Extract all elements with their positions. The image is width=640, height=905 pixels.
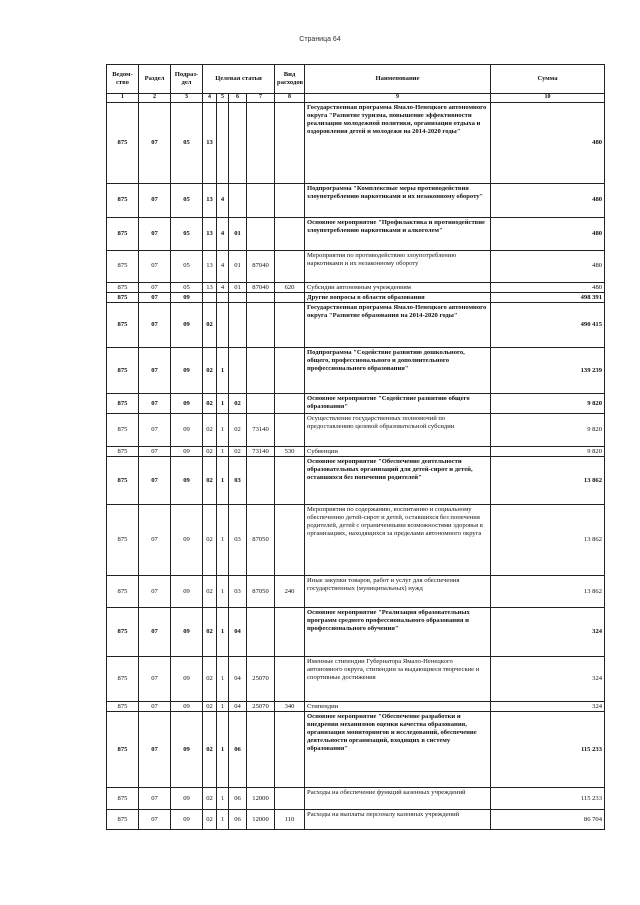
cell-sum: 480 [491, 218, 605, 251]
cell-razdel: 07 [139, 788, 171, 810]
col-number: 2 [139, 94, 171, 103]
cell-podrazdel: 09 [171, 788, 203, 810]
page-header: Страница 64 [299, 36, 341, 43]
cell-expense-type [275, 303, 305, 348]
cell-target-subprogram: 1 [217, 788, 229, 810]
col-number: 8 [275, 94, 305, 103]
cell-target-subprogram: 1 [217, 608, 229, 657]
cell-name: Мероприятия по противодействию злоупотреблению наркотиками и их незаконному обороту [305, 251, 491, 283]
cell-target-direction [247, 218, 275, 251]
cell-target-program [203, 293, 217, 303]
table-row [107, 505, 605, 576]
table-row [107, 447, 605, 457]
cell-expense-type: 620 [275, 283, 305, 293]
cell-sum: 498 391 [491, 293, 605, 303]
cell-target-activity: 06 [229, 788, 247, 810]
col-header-sum: Сумма [491, 65, 605, 94]
cell-target-activity [229, 103, 247, 184]
cell-target-activity: 01 [229, 218, 247, 251]
table-row [107, 414, 605, 447]
cell-name: Иные закупки товаров, работ и услуг для обеспечения государственных (муниципальных) нужд [305, 576, 491, 608]
cell-target-direction [247, 184, 275, 218]
cell-target-subprogram: 1 [217, 414, 229, 447]
cell-expense-type [275, 293, 305, 303]
cell-name: Другие вопросы в области образования [305, 293, 491, 303]
cell-razdel: 07 [139, 608, 171, 657]
cell-target-activity: 04 [229, 702, 247, 712]
cell-target-activity [229, 303, 247, 348]
cell-target-subprogram: 1 [217, 712, 229, 788]
cell-expense-type: 340 [275, 702, 305, 712]
cell-expense-type [275, 457, 305, 505]
cell-target-activity: 04 [229, 608, 247, 657]
cell-target-subprogram: 1 [217, 576, 229, 608]
col-number: 5 [217, 94, 229, 103]
col-number: 9 [305, 94, 491, 103]
cell-target-program: 02 [203, 608, 217, 657]
cell-target-direction [247, 293, 275, 303]
cell-sum: 9 820 [491, 414, 605, 447]
cell-podrazdel: 09 [171, 505, 203, 576]
cell-target-activity: 04 [229, 657, 247, 702]
table-row [107, 576, 605, 608]
cell-target-subprogram: 4 [217, 184, 229, 218]
cell-razdel: 07 [139, 184, 171, 218]
table-row [107, 283, 605, 293]
cell-target-direction [247, 457, 275, 505]
cell-expense-type [275, 608, 305, 657]
cell-target-program: 02 [203, 576, 217, 608]
cell-vedomstvo: 875 [107, 103, 139, 184]
cell-vedomstvo: 875 [107, 293, 139, 303]
cell-target-activity [229, 184, 247, 218]
table-row [107, 293, 605, 303]
cell-target-subprogram: 1 [217, 394, 229, 414]
cell-target-direction: 12000 [247, 810, 275, 830]
cell-podrazdel: 09 [171, 457, 203, 505]
cell-target-activity: 03 [229, 576, 247, 608]
table-row [107, 218, 605, 251]
table-row [107, 303, 605, 348]
cell-razdel: 07 [139, 218, 171, 251]
col-number: 3 [171, 94, 203, 103]
cell-vedomstvo: 875 [107, 657, 139, 702]
cell-expense-type [275, 103, 305, 184]
cell-target-activity: 02 [229, 414, 247, 447]
cell-vedomstvo: 875 [107, 788, 139, 810]
cell-target-direction [247, 394, 275, 414]
col-header-razdel: Раздел [139, 65, 171, 94]
cell-podrazdel: 09 [171, 394, 203, 414]
cell-name: Субвенции [305, 447, 491, 457]
cell-target-activity [229, 348, 247, 394]
cell-expense-type [275, 394, 305, 414]
cell-sum: 480 [491, 103, 605, 184]
cell-expense-type [275, 414, 305, 447]
cell-target-direction: 87050 [247, 576, 275, 608]
cell-target-direction [247, 712, 275, 788]
cell-vedomstvo: 875 [107, 457, 139, 505]
cell-expense-type [275, 788, 305, 810]
cell-podrazdel: 09 [171, 303, 203, 348]
col-header-vedomstvo: Ведом-ство [107, 65, 139, 94]
cell-target-subprogram: 4 [217, 251, 229, 283]
cell-target-activity: 06 [229, 810, 247, 830]
cell-target-program: 02 [203, 447, 217, 457]
cell-podrazdel: 09 [171, 702, 203, 712]
cell-expense-type: 110 [275, 810, 305, 830]
cell-vedomstvo: 875 [107, 218, 139, 251]
cell-expense-type [275, 218, 305, 251]
cell-podrazdel: 05 [171, 184, 203, 218]
cell-razdel: 07 [139, 394, 171, 414]
cell-podrazdel: 09 [171, 447, 203, 457]
cell-expense-type [275, 251, 305, 283]
cell-name: Основное мероприятие "Профилактика и противодействие злоупотреблению наркотиками и алкоголем" [305, 218, 491, 251]
cell-expense-type: 240 [275, 576, 305, 608]
cell-sum: 115 233 [491, 788, 605, 810]
cell-name: Осуществление государственных полномочий по предоставлению целевой образовательной субсидии [305, 414, 491, 447]
table-row [107, 348, 605, 394]
cell-target-subprogram: 4 [217, 218, 229, 251]
cell-name: Мероприятия по содержанию, воспитанию и социальному обеспечению детей-сирот и детей, оставшихся без попечения родителей, детей с ограниченными возможностями здоровья в организациях, находящихся за пределами автономного округа [305, 505, 491, 576]
cell-target-direction: 25070 [247, 702, 275, 712]
cell-razdel: 07 [139, 657, 171, 702]
cell-name: Расходы на выплаты персоналу казенных учреждений [305, 810, 491, 830]
cell-target-subprogram: 1 [217, 457, 229, 505]
table-row [107, 810, 605, 830]
cell-target-direction: 87040 [247, 283, 275, 293]
cell-razdel: 07 [139, 457, 171, 505]
cell-target-subprogram [217, 293, 229, 303]
cell-podrazdel: 09 [171, 348, 203, 394]
cell-sum: 324 [491, 702, 605, 712]
cell-target-program: 02 [203, 348, 217, 394]
table-row [107, 788, 605, 810]
cell-podrazdel: 09 [171, 293, 203, 303]
cell-podrazdel: 05 [171, 283, 203, 293]
cell-target-activity: 01 [229, 283, 247, 293]
cell-name: Государственная программа Ямало-Ненецкого автономного округа "Развитие образования на 2014-2020 годы" [305, 303, 491, 348]
cell-target-activity: 03 [229, 457, 247, 505]
cell-target-subprogram: 1 [217, 447, 229, 457]
cell-razdel: 07 [139, 303, 171, 348]
cell-target-program: 13 [203, 218, 217, 251]
table-row [107, 251, 605, 283]
cell-vedomstvo: 875 [107, 184, 139, 218]
cell-target-direction: 25070 [247, 657, 275, 702]
table-body [107, 103, 605, 830]
cell-target-subprogram: 4 [217, 283, 229, 293]
table-row [107, 702, 605, 712]
cell-target-activity: 03 [229, 505, 247, 576]
cell-expense-type [275, 657, 305, 702]
cell-target-direction [247, 103, 275, 184]
cell-target-subprogram: 1 [217, 657, 229, 702]
cell-razdel: 07 [139, 505, 171, 576]
cell-target-program: 02 [203, 303, 217, 348]
cell-razdel: 07 [139, 251, 171, 283]
column-numbers-row [107, 94, 605, 103]
cell-razdel: 07 [139, 414, 171, 447]
col-header-target: Целевая статьи [203, 65, 275, 94]
cell-target-direction [247, 303, 275, 348]
cell-target-subprogram [217, 103, 229, 184]
cell-expense-type [275, 184, 305, 218]
cell-vedomstvo: 875 [107, 283, 139, 293]
cell-sum: 324 [491, 608, 605, 657]
cell-vedomstvo: 875 [107, 702, 139, 712]
cell-target-direction: 12000 [247, 788, 275, 810]
cell-target-program: 02 [203, 702, 217, 712]
cell-razdel: 07 [139, 576, 171, 608]
cell-expense-type [275, 712, 305, 788]
cell-vedomstvo: 875 [107, 505, 139, 576]
cell-target-subprogram: 1 [217, 348, 229, 394]
cell-vedomstvo: 875 [107, 712, 139, 788]
cell-target-subprogram: 1 [217, 810, 229, 830]
cell-target-program: 02 [203, 457, 217, 505]
cell-sum: 13 862 [491, 457, 605, 505]
header-row [107, 65, 605, 94]
cell-podrazdel: 09 [171, 657, 203, 702]
cell-podrazdel: 09 [171, 576, 203, 608]
cell-podrazdel: 05 [171, 251, 203, 283]
cell-name: Основное мероприятие "Обеспечение разработки и внедрения механизмов оценки качества образования, организация мониторингов и исследований, обеспечение деятельности организаций, входящих в систему образования" [305, 712, 491, 788]
table-row [107, 184, 605, 218]
cell-target-subprogram: 1 [217, 505, 229, 576]
cell-target-direction: 87040 [247, 251, 275, 283]
cell-sum: 324 [491, 657, 605, 702]
col-number: 7 [247, 94, 275, 103]
cell-target-program: 02 [203, 505, 217, 576]
cell-razdel: 07 [139, 283, 171, 293]
cell-name: Именные стипендии Губернатора Ямало-Ненецкого автономного округа, стипендии за выдающиеся творческие и спортивные достижения [305, 657, 491, 702]
cell-target-direction: 87050 [247, 505, 275, 576]
cell-expense-type: 530 [275, 447, 305, 457]
cell-name: Стипендии [305, 702, 491, 712]
cell-target-program: 13 [203, 251, 217, 283]
cell-razdel: 07 [139, 810, 171, 830]
table-row [107, 657, 605, 702]
cell-target-program: 02 [203, 394, 217, 414]
cell-name: Основное мероприятие "Реализация образовательных программ среднего профессионального образования и профессионального обучения" [305, 608, 491, 657]
table-row [107, 608, 605, 657]
cell-sum: 86 704 [491, 810, 605, 830]
cell-sum: 13 862 [491, 576, 605, 608]
cell-target-program: 13 [203, 283, 217, 293]
cell-target-activity [229, 293, 247, 303]
cell-vedomstvo: 875 [107, 348, 139, 394]
col-number: 4 [203, 94, 217, 103]
table-row [107, 712, 605, 788]
col-header-vid: Вид расходов [275, 65, 305, 94]
cell-podrazdel: 09 [171, 712, 203, 788]
cell-target-direction [247, 608, 275, 657]
table-row [107, 457, 605, 505]
col-header-podrazdel: Подраз-дел [171, 65, 203, 94]
col-number: 10 [491, 94, 605, 103]
cell-podrazdel: 09 [171, 608, 203, 657]
cell-target-program: 02 [203, 712, 217, 788]
col-number: 1 [107, 94, 139, 103]
cell-podrazdel: 09 [171, 810, 203, 830]
cell-razdel: 07 [139, 702, 171, 712]
cell-target-program: 02 [203, 810, 217, 830]
cell-name: Субсидии автономным учреждениям [305, 283, 491, 293]
cell-target-program: 02 [203, 788, 217, 810]
cell-sum: 115 233 [491, 712, 605, 788]
cell-target-subprogram: 1 [217, 702, 229, 712]
cell-name: Государственная программа Ямало-Ненецкого автономного округа "Развитие туризма, повышение эффективности реализации молодежной политики, организация отдыха и оздоровления детей и молодежи на 2014-2020 годы" [305, 103, 491, 184]
table-row [107, 394, 605, 414]
cell-razdel: 07 [139, 348, 171, 394]
cell-expense-type [275, 348, 305, 394]
cell-podrazdel: 05 [171, 218, 203, 251]
cell-target-program: 13 [203, 184, 217, 218]
cell-vedomstvo: 875 [107, 414, 139, 447]
cell-name: Подпрограмма "Содействие развитию дошкольного, общего, профессионального и дополнительного профессионального образования" [305, 348, 491, 394]
cell-name: Подпрограмма "Комплексные меры противодействия злоупотреблению наркотиками и их незаконному обороту" [305, 184, 491, 218]
cell-expense-type [275, 505, 305, 576]
cell-sum: 9 820 [491, 447, 605, 457]
cell-name: Основное мероприятие "Обеспечение деятельности образовательных организаций для детей-сирот и детей, оставшихся без попечения родителей" [305, 457, 491, 505]
cell-target-direction: 73140 [247, 414, 275, 447]
cell-target-activity: 06 [229, 712, 247, 788]
cell-target-activity: 02 [229, 447, 247, 457]
cell-target-activity: 02 [229, 394, 247, 414]
cell-razdel: 07 [139, 712, 171, 788]
cell-target-program: 02 [203, 414, 217, 447]
cell-sum: 480 [491, 283, 605, 293]
cell-target-direction [247, 348, 275, 394]
cell-vedomstvo: 875 [107, 303, 139, 348]
cell-vedomstvo: 875 [107, 394, 139, 414]
cell-vedomstvo: 875 [107, 608, 139, 657]
cell-target-activity: 01 [229, 251, 247, 283]
budget-table [106, 64, 605, 830]
cell-razdel: 07 [139, 447, 171, 457]
cell-target-program: 02 [203, 657, 217, 702]
cell-name: Основное мероприятие "Содействие развитию общего образования" [305, 394, 491, 414]
cell-target-direction: 73140 [247, 447, 275, 457]
cell-sum: 490 415 [491, 303, 605, 348]
col-number: 6 [229, 94, 247, 103]
cell-sum: 480 [491, 184, 605, 218]
cell-target-subprogram [217, 303, 229, 348]
cell-sum: 139 239 [491, 348, 605, 394]
col-header-name: Наименование [305, 65, 491, 94]
cell-name: Расходы на обеспечение функций казенных учреждений [305, 788, 491, 810]
cell-vedomstvo: 875 [107, 251, 139, 283]
cell-vedomstvo: 875 [107, 810, 139, 830]
cell-sum: 13 862 [491, 505, 605, 576]
cell-razdel: 07 [139, 293, 171, 303]
cell-sum: 480 [491, 251, 605, 283]
cell-podrazdel: 05 [171, 103, 203, 184]
cell-podrazdel: 09 [171, 414, 203, 447]
cell-vedomstvo: 875 [107, 576, 139, 608]
cell-sum: 9 820 [491, 394, 605, 414]
cell-vedomstvo: 875 [107, 447, 139, 457]
cell-target-program: 13 [203, 103, 217, 184]
cell-razdel: 07 [139, 103, 171, 184]
table-row [107, 103, 605, 184]
